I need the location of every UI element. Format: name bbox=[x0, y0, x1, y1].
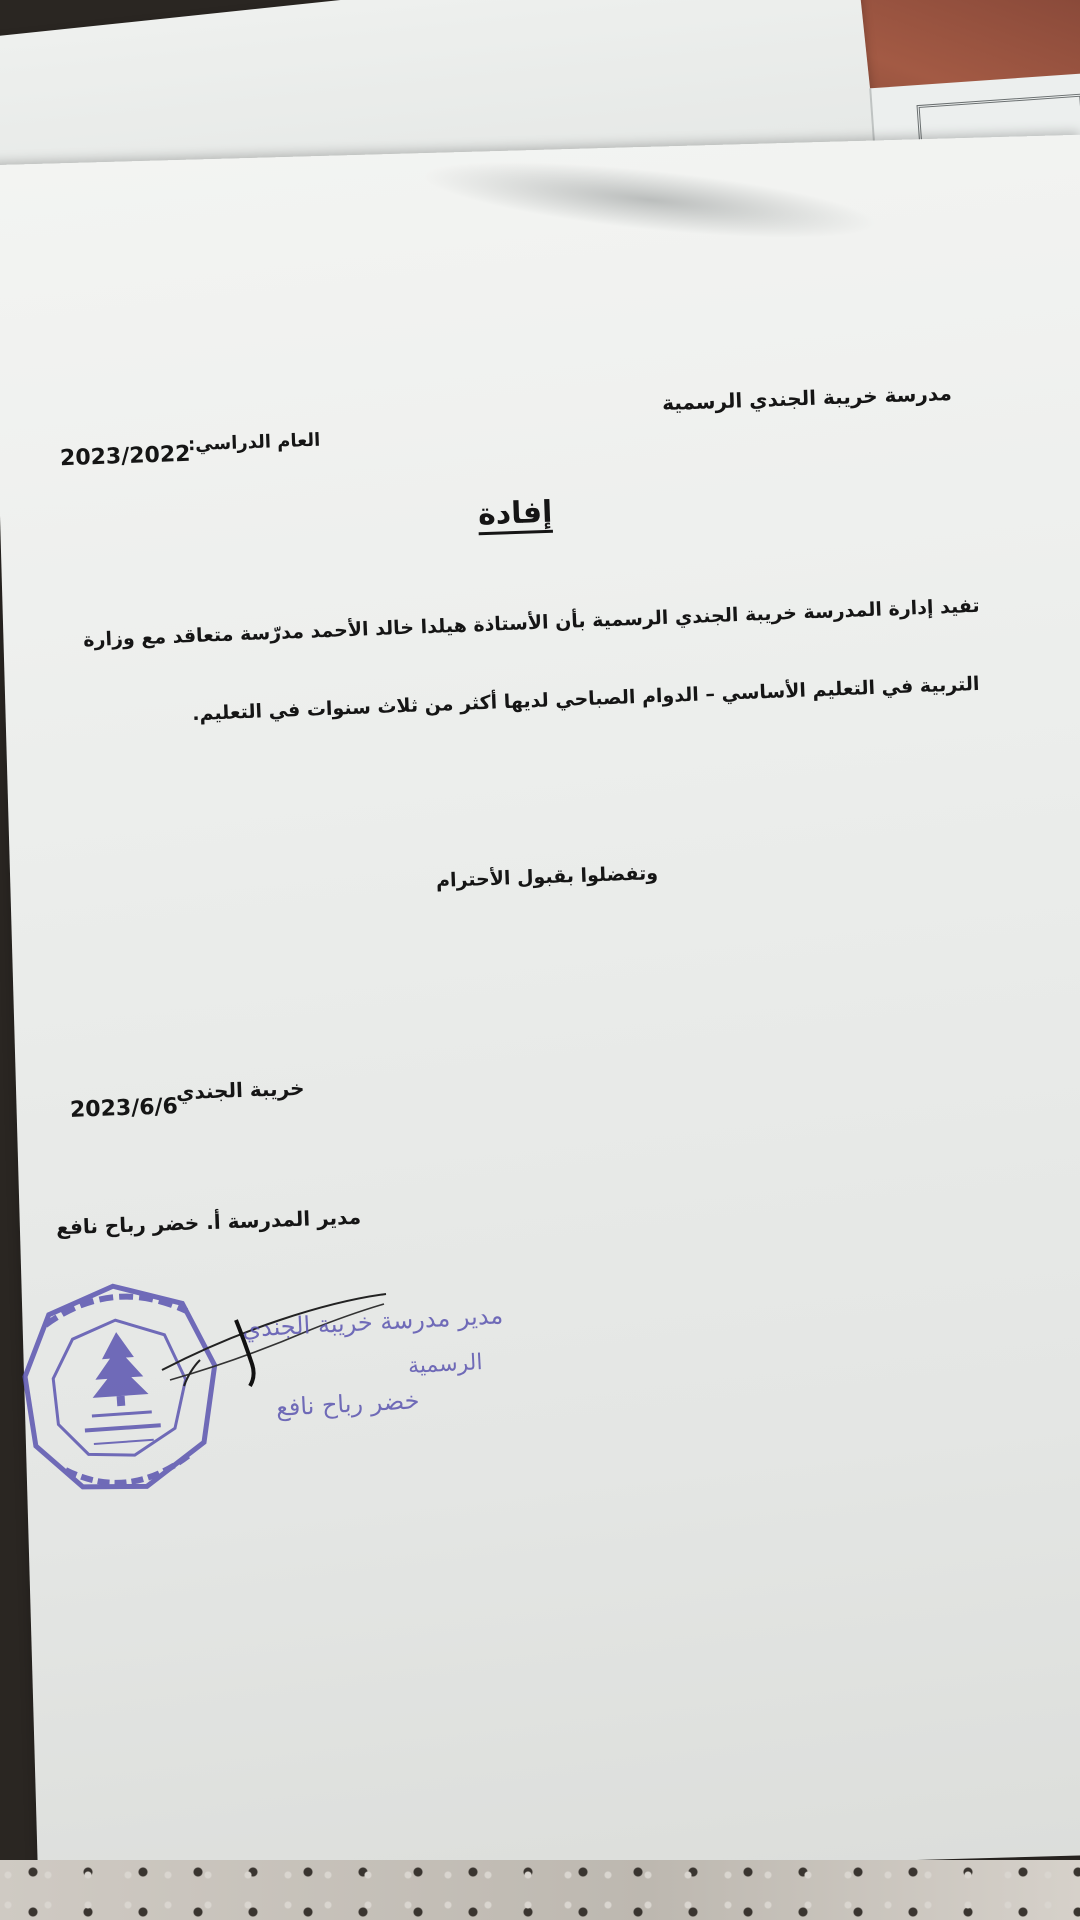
handwritten-signature bbox=[160, 1290, 390, 1400]
body-line-1: تفيد إدارة المدرسة خريبة الجندي الرسمية بأن الأستاذة هيلدا خالد الأحمد مدرّسة متعاقد مع وزارة bbox=[83, 594, 981, 652]
body-line-2: التربية في التعليم الأساسي – الدوام الصباحي لديها أكثر من ثلاث سنوات في التعليم. bbox=[192, 672, 981, 726]
school-name: مدرسة خريبة الجندي الرسمية bbox=[661, 380, 953, 416]
document-title: إفادة bbox=[477, 494, 553, 533]
stamp-text-line-1: مدير مدرسة خريبة الجندي bbox=[241, 1301, 504, 1343]
place-name: خريبة الجندي bbox=[175, 1075, 305, 1105]
document-date: 2023/6/6 bbox=[69, 1094, 179, 1123]
closing-line: وتفضلوا بقبول الأحترام bbox=[435, 862, 659, 892]
stamp-text-line-3: خضر رباح نافع bbox=[275, 1386, 421, 1422]
academic-year-label: العام الدراسي: bbox=[187, 429, 321, 456]
director-line: مدير المدرسة أ. خضر رباح نافع bbox=[55, 1204, 362, 1240]
stamp-text-line-2: الرسمية bbox=[407, 1350, 484, 1379]
terrazzo-floor bbox=[0, 1860, 1080, 1920]
academic-year-value: 2023/2022 bbox=[59, 441, 191, 472]
